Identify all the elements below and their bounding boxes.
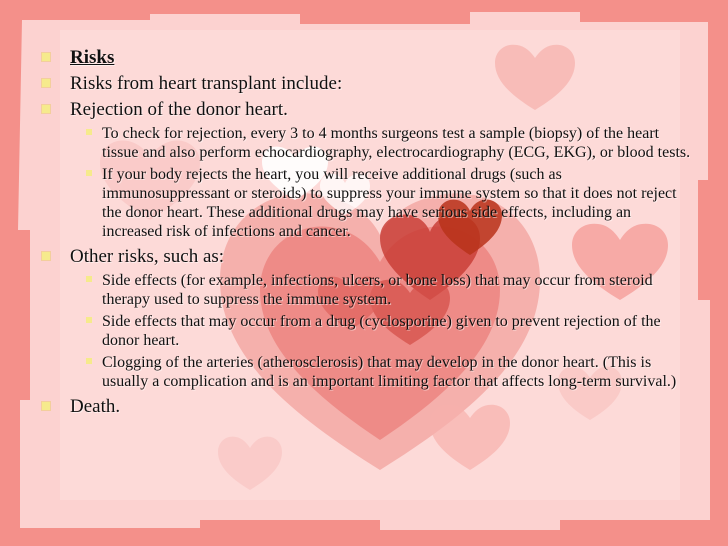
square-bullet-icon: [42, 53, 50, 61]
sub-bullet-item: Clogging of the arteries (atherosclerosis) that may develop in the donor heart. (This is usually a complication and is an important limiting factor that affects long-term survival.): [72, 353, 692, 391]
sub-bullet-item: If your body rejects the heart, you will receive additional drugs (such as immunosuppressant or steroids) to suppress your immune system so that it does not reject the donor heart. These additional drugs may have serious side effects, including an increased risk of infections and cancer.: [72, 165, 692, 241]
square-bullet-icon: [86, 317, 92, 323]
sub-bullet-item: To check for rejection, every 3 to 4 months surgeons test a sample (biopsy) of the heart tissue and also perform echocardiography, electrocardiography (ECG, EKG), or blood tests.: [72, 124, 692, 162]
square-bullet-icon: [86, 358, 92, 364]
other-risks-sublist: [72, 271, 692, 391]
square-bullet-icon: [86, 129, 92, 135]
bullet-item: Risks from heart transplant include:: [40, 72, 692, 96]
square-bullet-icon: [86, 170, 92, 176]
sub-bullet-item: Side effects that may occur from a drug (cyclosporine) given to prevent rejection of the donor heart.: [72, 312, 692, 350]
slide-content: [40, 46, 692, 421]
square-bullet-icon: [42, 79, 50, 87]
bullet-item: Death.: [40, 395, 692, 419]
square-bullet-icon: [42, 105, 50, 113]
square-bullet-icon: [42, 252, 50, 260]
bullet-item: Other risks, such as:: [40, 245, 692, 269]
slide-title: Risks: [40, 46, 692, 70]
sub-bullet-item: Side effects (for example, infections, ulcers, or bone loss) that may occur from steroid therapy used to suppress the immune system.: [72, 271, 692, 309]
bullet-item: Rejection of the donor heart.: [40, 98, 692, 122]
rejection-sublist: [72, 124, 692, 241]
square-bullet-icon: [42, 402, 50, 410]
square-bullet-icon: [86, 276, 92, 282]
